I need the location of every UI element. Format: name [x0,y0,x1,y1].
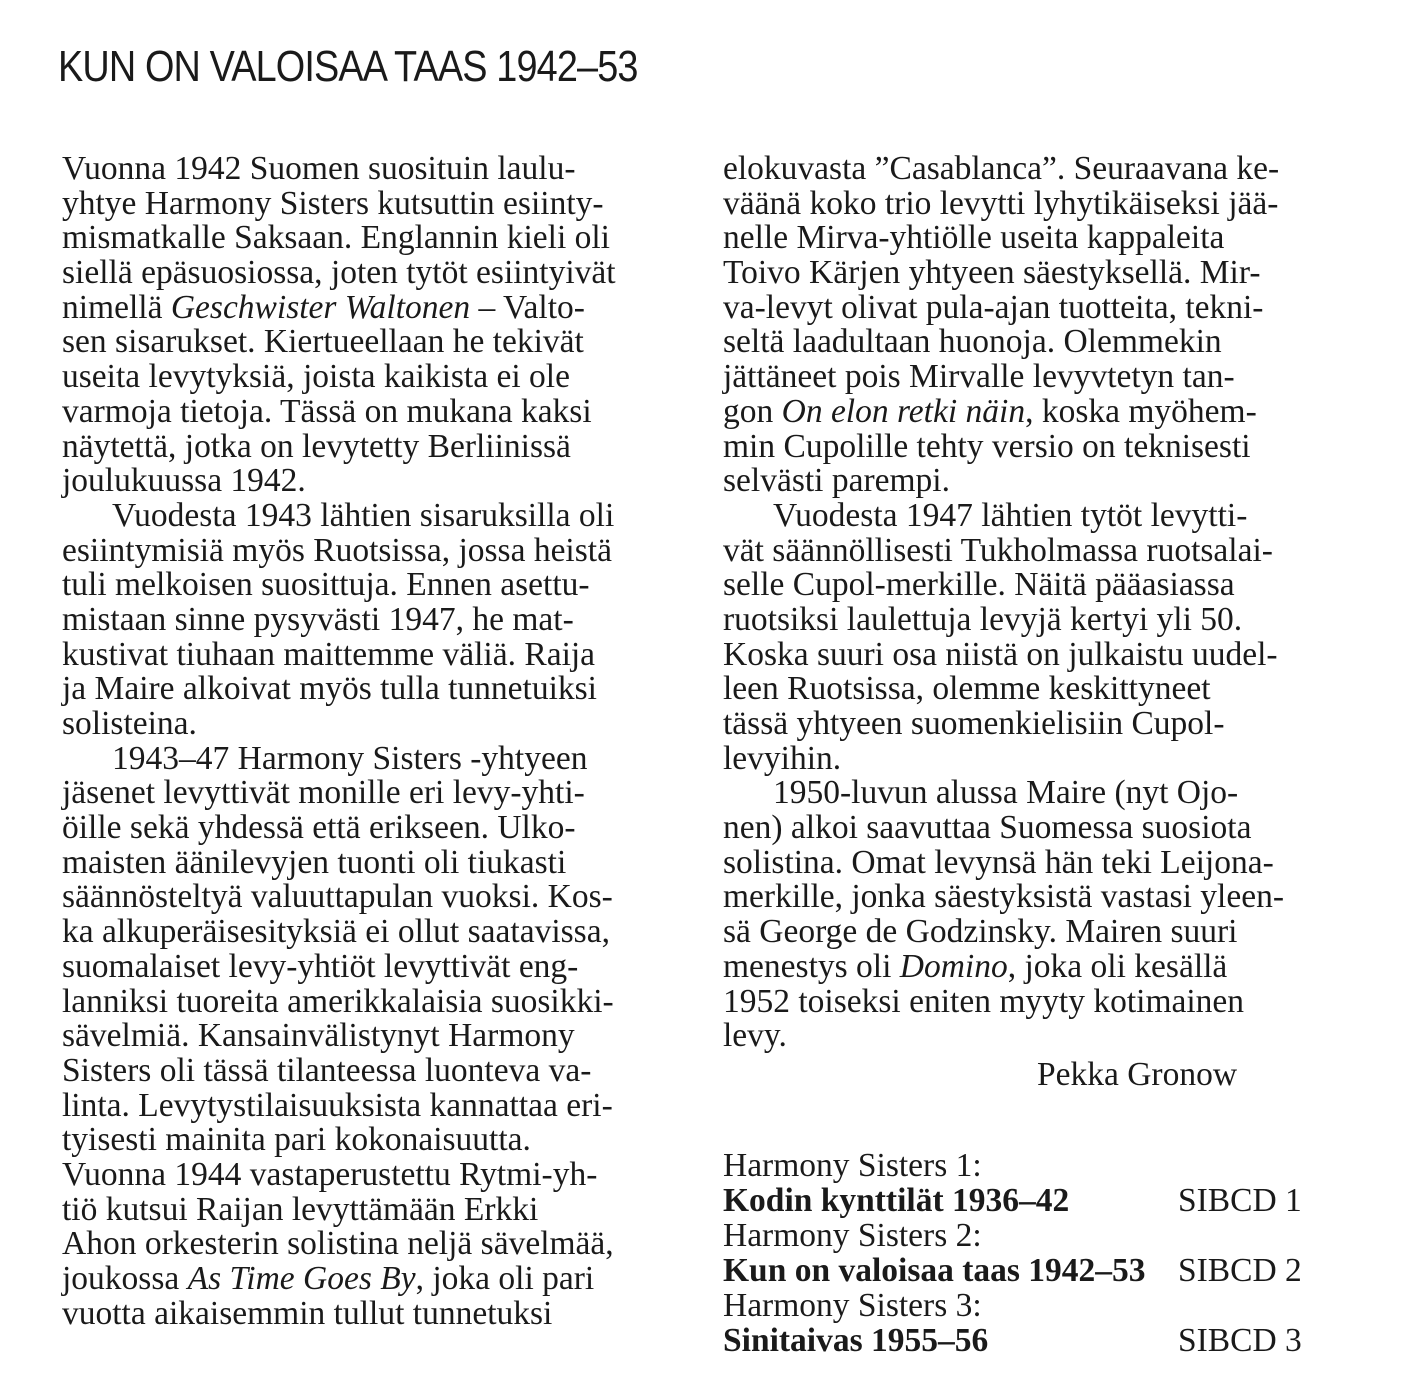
text-line: ka alkuperäisesityksiä ei ollut saatavissa, [62,913,610,951]
text-line: sävelmiä. Kansainvälistynyt Harmony [62,1017,575,1055]
disc-row [723,1183,1323,1218]
text-line: seltä laadultaan huonoja. Olemmekin [723,323,1222,361]
text-line: selle Cupol-merkille. Näitä pääasiassa [723,566,1235,604]
disc-series: Harmony Sisters 1: [723,1147,982,1184]
italic-title: As Time Goes By [187,1260,416,1297]
text-line: levyihin. [723,739,842,777]
text-segment: , joka oli pari [415,1260,595,1297]
text-line: nelle Mirva-yhtiölle useita kappaleita [723,219,1225,257]
text-line: tyisesti mainita pari kokonaisuutta. [62,1121,531,1159]
disc-album-title: Kodin kynttilät 1936–42 [723,1182,1070,1219]
text-line: 1943–47 Harmony Sisters -yhtyeen [112,739,588,777]
text-segment: gon [723,392,782,430]
text-line: varmoja tietoja. Tässä on mukana kaksi [62,392,592,430]
text-line: jäsenet levyttivät monille eri levy-yhti- [62,774,585,812]
text-segment: nimellä [62,288,171,326]
disc-album-title: Kun on valoisaa taas 1942–53 [723,1252,1146,1289]
right-text-column [723,152,1284,1093]
text-line: Vuonna 1944 vastaperustettu Rytmi-yh- [62,1155,598,1193]
text-line: Sisters oli tässä tilanteessa luonteva va- [62,1051,592,1089]
text-line: levy. [723,1017,787,1055]
author-signature: Pekka Gronow [1037,1055,1238,1093]
text-line: suomalaiset levy-yhtiöt levyttivät eng- [62,947,579,985]
text-line: leen Ruotsissa, olemme keskittyneet [723,670,1211,708]
text-line: kustivat tiuhaan maittemme väliä. Raija [62,635,596,673]
text-line: selvästi parempi. [723,462,950,500]
text-line: vuotta aikaisemmin tullut tunnetuksi [62,1294,553,1332]
text-line: Ahon orkesterin solistina neljä sävelmää, [62,1225,614,1263]
text-line: näytettä, jotka on levytetty Berliinissä [62,427,571,465]
text-line: useita levytyksiä, joista kaikista ei ole [62,358,570,396]
text-line [723,392,1284,430]
text-line: väänä koko trio levytti lyhytikäiseksi jää- [723,184,1279,222]
text-line [62,288,616,326]
text-line: maisten äänilevyjen tuonti oli tiukasti [62,843,567,881]
text-line: 1950-luvun alussa Maire (nyt Ojo- [773,774,1239,812]
disc-row [723,1253,1323,1288]
text-line: tiö kutsui Raijan levyttämään Erkki [62,1190,539,1228]
text-line: esiintymisiä myös Ruotsissa, jossa heistä [62,531,612,569]
text-segment: – Valto- [470,288,585,326]
disc-series: Harmony Sisters 3: [723,1287,982,1324]
text-line: mistaan sinne pysyvästi 1947, he mat- [62,600,574,638]
text-line: Koska suuri osa niistä on julkaistu uudel- [723,635,1278,673]
disc-series: Harmony Sisters 2: [723,1217,982,1254]
discography-list [723,1148,1323,1358]
text-segment: , joka oli kesällä [1007,947,1228,985]
text-segment: joukossa [62,1260,188,1297]
text-line: Vuodesta 1947 lähtien tytöt levytti- [773,496,1248,534]
text-line: ruotsiksi laulettuja levyjä kertyi yli 50. [723,600,1243,638]
italic-title: Domino [899,947,1008,985]
text-line: säännösteltyä valuuttapulan vuoksi. Kos- [62,878,613,916]
left-text-column [62,152,616,1331]
italic-title: On elon retki näin [781,392,1026,430]
disc-catalog-code: SIBCD 1 [1178,1182,1302,1219]
text-line: solisteina. [62,705,197,742]
text-line: lanniksi tuoreita amerikkalaisia suosikki- [62,982,614,1020]
disc-catalog-code: SIBCD 3 [1178,1322,1302,1359]
text-line [62,1262,616,1297]
text-line: mismatkalle Saksaan. Englannin kieli oli [62,219,610,257]
text-line: sä George de Godzinsky. Mairen suuri [723,913,1238,951]
text-line: elokuvasta ”Casablanca”. Seuraavana ke- [723,150,1280,187]
text-line: tuli melkoisen suosittuja. Ennen asettu- [62,566,590,604]
text-segment: , koska myöhem- [1025,392,1257,430]
text-line [723,947,1284,985]
text-line: solistina. Omat levynsä hän teki Leijona- [723,843,1274,881]
text-segment: menestys oli [723,947,900,985]
text-line: merkille, jonka säestyksistä vastasi yleen- [723,878,1284,916]
text-line: nen) alkoi saavuttaa Suomessa suosiota [723,809,1252,847]
text-line: vät säännöllisesti Tukholmassa ruotsalai- [723,531,1273,569]
page-title: KUN ON VALOISAA TAAS 1942–53 [58,42,638,91]
text-line: Toivo Kärjen yhtyeen säestyksellä. Mir- [723,254,1261,292]
text-line: yhtye Harmony Sisters kutsuttin esiinty- [62,184,604,222]
text-line: Vuonna 1942 Suomen suosituin laulu- [62,150,576,187]
disc-album-title: Sinitaivas 1955–56 [723,1322,989,1359]
text-line: tässä yhtyeen suomenkielisiin Cupol- [723,705,1225,742]
text-line: joulukuussa 1942. [62,462,306,500]
disc-row [723,1323,1323,1358]
text-line: siellä epäsuosiossa, joten tytöt esiintyivät [62,254,616,292]
text-line: öille sekä yhdessä että erikseen. Ulko- [62,809,576,847]
text-line: ja Maire alkoivat myös tulla tunnetuiksi [62,670,597,708]
text-line: va-levyt olivat pula-ajan tuotteita, tekni- [723,288,1264,326]
text-line: sen sisarukset. Kiertueellaan he tekivät [62,323,584,361]
text-line: jättäneet pois Mirvalle levyvtetyn tan- [723,358,1235,396]
text-line: Vuodesta 1943 lähtien sisaruksilla oli [112,496,615,534]
disc-catalog-code: SIBCD 2 [1178,1252,1302,1289]
text-line: 1952 toiseksi eniten myyty kotimainen [723,982,1245,1020]
italic-title: Geschwister Waltonen [170,288,471,326]
text-line: min Cupolille tehty versio on teknisesti [723,427,1251,465]
text-line: linta. Levytystilaisuuksista kannattaa eri- [62,1086,613,1124]
